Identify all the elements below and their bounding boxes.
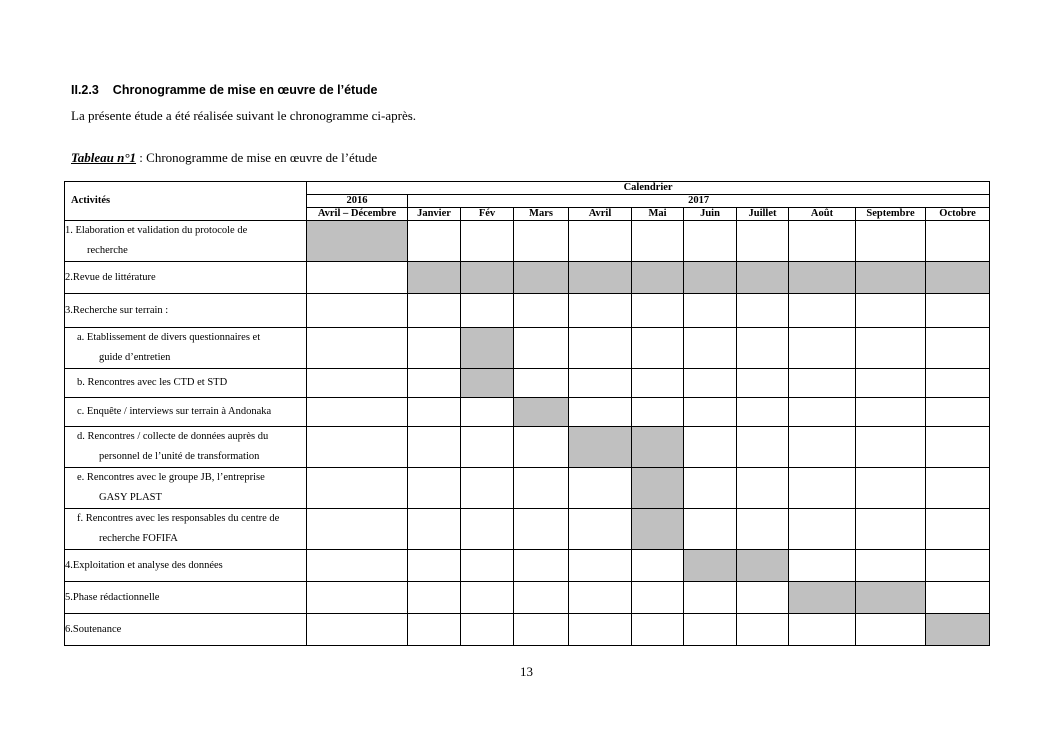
schedule-cell-filled bbox=[856, 582, 926, 614]
schedule-cell bbox=[684, 294, 737, 328]
activity-label bbox=[65, 582, 307, 614]
month-header: Août bbox=[789, 208, 856, 221]
activities-header: Activités bbox=[65, 182, 307, 221]
schedule-cell-filled bbox=[926, 262, 990, 294]
schedule-cell-filled bbox=[461, 369, 514, 398]
schedule-cell bbox=[737, 614, 789, 646]
schedule-cell bbox=[789, 369, 856, 398]
schedule-cell bbox=[408, 614, 461, 646]
schedule-cell bbox=[684, 427, 737, 468]
schedule-cell bbox=[926, 550, 990, 582]
schedule-cell bbox=[789, 294, 856, 328]
schedule-cell bbox=[569, 294, 632, 328]
schedule-cell bbox=[789, 509, 856, 550]
schedule-cell bbox=[632, 614, 684, 646]
month-header: Avril bbox=[569, 208, 632, 221]
activity-row bbox=[65, 427, 990, 468]
month-header: Juin bbox=[684, 208, 737, 221]
schedule-cell bbox=[737, 221, 789, 262]
activity-label-line: f. Rencontres avec les responsables du centre de bbox=[77, 513, 280, 524]
month-header: Juillet bbox=[737, 208, 789, 221]
schedule-cell bbox=[514, 582, 569, 614]
schedule-cell bbox=[684, 468, 737, 509]
schedule-cell bbox=[926, 427, 990, 468]
schedule-cell-filled bbox=[514, 262, 569, 294]
schedule-cell bbox=[514, 468, 569, 509]
section-title: Chronogramme de mise en œuvre de l’étude bbox=[112, 83, 378, 97]
schedule-cell-filled bbox=[632, 427, 684, 468]
activity-row bbox=[65, 294, 990, 328]
schedule-cell bbox=[408, 398, 461, 427]
schedule-cell-filled bbox=[926, 614, 990, 646]
activity-row bbox=[65, 369, 990, 398]
schedule-cell bbox=[737, 398, 789, 427]
schedule-cell bbox=[856, 468, 926, 509]
month-header: Fév bbox=[461, 208, 514, 221]
schedule-cell-filled bbox=[307, 221, 408, 262]
schedule-cell bbox=[926, 369, 990, 398]
activity-label bbox=[65, 221, 307, 262]
schedule-cell-filled bbox=[737, 550, 789, 582]
schedule-cell-filled bbox=[461, 328, 514, 369]
schedule-cell bbox=[926, 468, 990, 509]
activity-label bbox=[65, 509, 307, 550]
schedule-cell bbox=[569, 614, 632, 646]
year-2016-header: 2016 bbox=[307, 195, 408, 208]
schedule-cell bbox=[684, 398, 737, 427]
schedule-cell bbox=[684, 221, 737, 262]
schedule-cell bbox=[461, 550, 514, 582]
activity-label bbox=[65, 328, 307, 369]
schedule-cell bbox=[789, 468, 856, 509]
activity-label-line: e. Rencontres avec le groupe JB, l’entreprise bbox=[77, 472, 265, 483]
schedule-cell bbox=[632, 550, 684, 582]
schedule-cell-filled bbox=[569, 262, 632, 294]
schedule-cell bbox=[307, 398, 408, 427]
month-header: Octobre bbox=[926, 208, 990, 221]
schedule-cell bbox=[461, 221, 514, 262]
schedule-cell bbox=[856, 550, 926, 582]
schedule-cell bbox=[569, 468, 632, 509]
schedule-cell bbox=[408, 509, 461, 550]
activity-label bbox=[65, 398, 307, 427]
schedule-cell bbox=[307, 550, 408, 582]
schedule-cell bbox=[856, 294, 926, 328]
chronogram-table bbox=[64, 181, 990, 646]
schedule-cell bbox=[514, 509, 569, 550]
schedule-cell bbox=[514, 369, 569, 398]
schedule-cell bbox=[569, 550, 632, 582]
schedule-cell bbox=[632, 582, 684, 614]
schedule-cell-filled bbox=[632, 262, 684, 294]
schedule-cell bbox=[789, 328, 856, 369]
schedule-cell bbox=[307, 582, 408, 614]
schedule-cell bbox=[737, 369, 789, 398]
schedule-cell bbox=[461, 509, 514, 550]
schedule-cell bbox=[307, 614, 408, 646]
schedule-cell bbox=[737, 509, 789, 550]
schedule-cell bbox=[632, 294, 684, 328]
schedule-cell bbox=[632, 328, 684, 369]
activity-row bbox=[65, 614, 990, 646]
schedule-cell bbox=[307, 328, 408, 369]
schedule-cell bbox=[514, 614, 569, 646]
schedule-cell bbox=[569, 582, 632, 614]
schedule-cell-filled bbox=[684, 262, 737, 294]
activity-label-line: personnel de l’unité de transformation bbox=[99, 451, 260, 462]
schedule-cell bbox=[856, 398, 926, 427]
schedule-cell bbox=[307, 427, 408, 468]
activity-label-line: recherche FOFIFA bbox=[99, 533, 178, 544]
schedule-cell bbox=[569, 328, 632, 369]
schedule-cell bbox=[408, 468, 461, 509]
activity-label-line: d. Rencontres / collecte de données auprès du bbox=[77, 431, 269, 442]
schedule-cell-filled bbox=[789, 262, 856, 294]
schedule-cell bbox=[408, 328, 461, 369]
schedule-cell bbox=[461, 294, 514, 328]
month-header: Mai bbox=[632, 208, 684, 221]
activity-row bbox=[65, 262, 990, 294]
schedule-cell bbox=[307, 294, 408, 328]
schedule-cell-filled bbox=[514, 398, 569, 427]
calendar-header: Calendrier bbox=[307, 182, 990, 195]
schedule-cell bbox=[514, 294, 569, 328]
schedule-cell bbox=[684, 614, 737, 646]
activity-row bbox=[65, 221, 990, 262]
activity-row bbox=[65, 468, 990, 509]
activity-row bbox=[65, 509, 990, 550]
schedule-cell bbox=[408, 550, 461, 582]
schedule-cell-filled bbox=[569, 427, 632, 468]
schedule-cell bbox=[684, 369, 737, 398]
schedule-cell bbox=[789, 614, 856, 646]
schedule-cell bbox=[789, 427, 856, 468]
schedule-cell bbox=[569, 398, 632, 427]
schedule-cell bbox=[461, 468, 514, 509]
schedule-cell bbox=[737, 294, 789, 328]
month-header: Avril – Décembre bbox=[307, 208, 408, 221]
activity-label bbox=[65, 294, 307, 328]
schedule-cell bbox=[569, 509, 632, 550]
activity-label bbox=[65, 262, 307, 294]
year-2017-header: 2017 bbox=[408, 195, 990, 208]
activity-row bbox=[65, 328, 990, 369]
schedule-cell bbox=[461, 614, 514, 646]
schedule-cell bbox=[408, 294, 461, 328]
schedule-cell bbox=[789, 398, 856, 427]
schedule-cell-filled bbox=[461, 262, 514, 294]
schedule-cell bbox=[856, 509, 926, 550]
intro-paragraph: La présente étude a été réalisée suivant le chronogramme ci-après. bbox=[71, 108, 417, 123]
schedule-cell bbox=[856, 328, 926, 369]
schedule-cell bbox=[684, 582, 737, 614]
activity-label-line: 6.Soutenance bbox=[65, 623, 122, 635]
schedule-cell bbox=[737, 328, 789, 369]
activity-label-line: GASY PLAST bbox=[99, 492, 162, 503]
schedule-cell bbox=[461, 427, 514, 468]
table-caption-text: : Chronogramme de mise en œuvre de l’étude bbox=[136, 150, 378, 165]
schedule-cell bbox=[632, 398, 684, 427]
schedule-cell bbox=[408, 369, 461, 398]
schedule-cell bbox=[856, 369, 926, 398]
activity-label-line: 4.Exploitation et analyse des données bbox=[65, 559, 223, 571]
schedule-cell-filled bbox=[684, 550, 737, 582]
schedule-cell bbox=[514, 221, 569, 262]
schedule-cell bbox=[926, 221, 990, 262]
schedule-cell bbox=[307, 369, 408, 398]
activity-label-line: 1. Elaboration et validation du protocole de bbox=[65, 225, 248, 236]
schedule-cell bbox=[632, 369, 684, 398]
schedule-cell bbox=[514, 328, 569, 369]
activity-label bbox=[65, 369, 307, 398]
page-number: 13 bbox=[520, 664, 533, 679]
month-header: Septembre bbox=[856, 208, 926, 221]
table-caption bbox=[71, 150, 377, 166]
activity-row bbox=[65, 582, 990, 614]
schedule-cell bbox=[737, 427, 789, 468]
schedule-cell bbox=[514, 427, 569, 468]
table-caption-label: Tableau n°1 bbox=[71, 150, 137, 165]
schedule-cell bbox=[307, 468, 408, 509]
schedule-cell-filled bbox=[632, 468, 684, 509]
schedule-cell bbox=[461, 582, 514, 614]
schedule-cell bbox=[737, 582, 789, 614]
schedule-cell bbox=[856, 427, 926, 468]
activity-label bbox=[65, 550, 307, 582]
schedule-cell bbox=[926, 328, 990, 369]
activity-label bbox=[65, 468, 307, 509]
schedule-cell bbox=[926, 509, 990, 550]
activity-row bbox=[65, 550, 990, 582]
schedule-cell bbox=[926, 294, 990, 328]
activity-label bbox=[65, 614, 307, 646]
schedule-cell bbox=[569, 369, 632, 398]
schedule-cell bbox=[926, 582, 990, 614]
section-number: II.2.3 bbox=[71, 83, 99, 97]
month-header: Mars bbox=[514, 208, 569, 221]
schedule-cell bbox=[684, 509, 737, 550]
schedule-cell bbox=[856, 221, 926, 262]
schedule-cell bbox=[926, 398, 990, 427]
schedule-cell bbox=[789, 550, 856, 582]
activity-label-line: 3.Recherche sur terrain : bbox=[65, 304, 169, 316]
schedule-cell-filled bbox=[856, 262, 926, 294]
month-header: Janvier bbox=[408, 208, 461, 221]
activity-label-line: recherche bbox=[87, 245, 128, 256]
schedule-cell-filled bbox=[789, 582, 856, 614]
activity-label bbox=[65, 427, 307, 468]
activity-label-line: guide d’entretien bbox=[99, 352, 171, 363]
schedule-cell bbox=[461, 398, 514, 427]
section-heading bbox=[71, 83, 377, 97]
schedule-cell bbox=[856, 614, 926, 646]
schedule-cell-filled bbox=[737, 262, 789, 294]
activity-label-line: 5.Phase rédactionnelle bbox=[65, 591, 160, 603]
schedule-cell bbox=[737, 468, 789, 509]
activity-label-line: c. Enquête / interviews sur terrain à Andonaka bbox=[77, 406, 272, 417]
schedule-cell bbox=[408, 582, 461, 614]
schedule-cell bbox=[632, 221, 684, 262]
schedule-cell bbox=[307, 509, 408, 550]
schedule-cell bbox=[684, 328, 737, 369]
activity-row bbox=[65, 398, 990, 427]
schedule-cell-filled bbox=[632, 509, 684, 550]
schedule-cell bbox=[408, 221, 461, 262]
schedule-cell bbox=[514, 550, 569, 582]
activity-label-line: b. Rencontres avec les CTD et STD bbox=[77, 377, 228, 388]
activity-label-line: 2.Revue de littérature bbox=[65, 271, 156, 283]
schedule-cell bbox=[307, 262, 408, 294]
schedule-cell bbox=[569, 221, 632, 262]
schedule-cell bbox=[408, 427, 461, 468]
schedule-cell-filled bbox=[408, 262, 461, 294]
activity-label-line: a. Etablissement de divers questionnaires et bbox=[77, 332, 261, 343]
schedule-cell bbox=[789, 221, 856, 262]
